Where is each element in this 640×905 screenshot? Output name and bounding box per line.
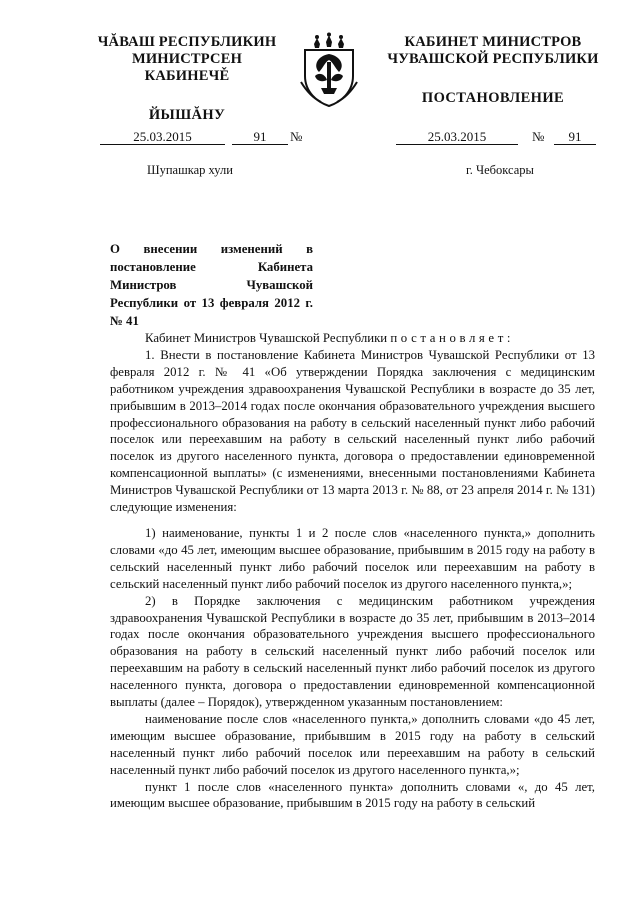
document-subject: О внесении изменений в постановление Кабинета Министров Чувашской Республики от 13 февраля 2012 г. № 41	[110, 242, 313, 328]
paragraph-1: 1. Внести в постановление Кабинета Министров Чувашской Республики от 13 февраля 2012 г. № 41 «Об утверждении Порядка заключения с медицинским работником учреждения здравоохранения Чувашской Республики в возрасте до 35 лет, прибывшим в 2013–2014 годах после окончания образовательного учреждения высшего профессионального образования на работу в сельский населенный пункт либо рабочий поселок или переехавшим на работу в сельский населенный пункт либо рабочий поселок из другого населенного пункта, договора о предоставлении единовременной компенсационной выплаты» (с изменениями, внесенными постановлениями Кабинета Министров Чувашской Республики от 13 марта 2013 г. № 88, от 23 апреля 2014 г. № 131) следующие изменения:	[110, 347, 595, 515]
paragraph-3: 2) в Порядке заключения с медицинским работником учреждения здравоохранения Чувашской Республики в возрасте до 35 лет, прибывшим в 2013–2014 годах после окончания образовательного учреждения высшего профессионального образования на работу в сельский населенный пункт либо рабочий поселок или переехавшим на работу в сельский населенный пункт либо рабочий поселок из другого населенного пункта, договора о предоставлении единовременной компенсационной выплаты (далее – Порядок), утвержденном указанным постановлением:	[110, 593, 595, 710]
place-chuvash: Шупашкар хули	[147, 163, 233, 177]
paragraph-5: пункт 1 после слов «населенного пункта» дополнить словами «, до 45 лет, имеющим высшее образование, прибывшим в 2015 году на работу в сельский	[110, 779, 595, 811]
registration-date-left: 25.03.2015	[100, 130, 225, 145]
org-name-chuvash-line2: МИНИСТРСЕН КАБИНЕЧĚ	[131, 51, 243, 84]
number-sign-left: №	[290, 129, 303, 144]
paragraph-2: 1) наименование, пункты 1 и 2 после слов «населенного пункта,» дополнить словами «до 45 лет, имеющим высшее образование, прибывшим в 2015 году на работу в сельский населенный пункт либо рабочий поселок или переехавшим на работу в сельский населенный пункт либо рабочий поселок из другого населенного пункта,»;	[110, 525, 595, 591]
lead-subject: Кабинет Министров Чувашской Республики	[145, 331, 388, 345]
document-body	[110, 330, 595, 812]
doc-type-chuvash: ЙЫШĂНУ	[148, 107, 226, 123]
org-name-chuvash-line1: ЧĂВАШ РЕСПУБЛИКИН	[97, 34, 277, 50]
paragraph-4: наименование после слов «населенного пункта,» дополнить словами «до 45 лет, имеющим высшее образование, прибывшим в 2015 году на работу в сельский населенный пункт либо рабочий поселок или переехавшим на работу в сельский населенный пункт либо рабочий поселок из другого населенного пункта,»;	[110, 711, 595, 777]
org-name-russian-line2: ЧУВАШСКОЙ РЕСПУБЛИКИ	[387, 51, 599, 67]
lead-verb: постановляет:	[390, 331, 515, 345]
place-russian: г. Чебоксары	[466, 163, 534, 177]
header-left-block	[92, 34, 282, 124]
number-sign-right: №	[532, 129, 545, 144]
lead-paragraph	[110, 330, 595, 347]
registration-number-left: 91	[232, 130, 288, 145]
chuvash-coat-of-arms-icon	[297, 32, 361, 108]
registration-number-right: 91	[554, 130, 596, 145]
header-right-block	[378, 34, 608, 107]
registration-date-right: 25.03.2015	[396, 130, 518, 145]
org-name-russian-line1: КАБИНЕТ МИНИСТРОВ	[404, 34, 582, 50]
doc-type-russian: ПОСТАНОВЛЕНИЕ	[421, 90, 565, 106]
